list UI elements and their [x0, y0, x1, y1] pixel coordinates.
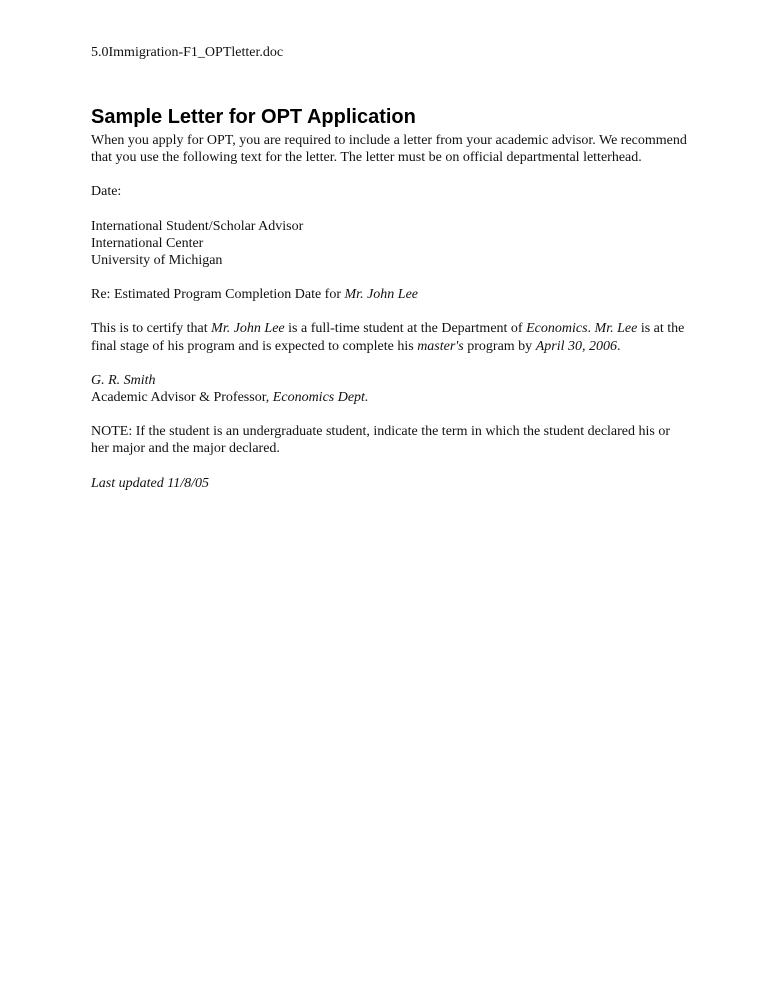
certification-paragraph	[91, 320, 691, 354]
date-label: Date:	[91, 184, 122, 200]
body-degree: master's	[417, 338, 464, 354]
body-part-1: This is to certify that	[91, 321, 212, 337]
recipient-line-2: International Center	[91, 235, 204, 251]
intro-paragraph: When you apply for OPT, you are required to include a letter from your academic advisor. We recommend that you use the following text for the letter. The letter must be on official departmental letterhead.	[91, 133, 687, 166]
body-department: Economics	[526, 321, 588, 337]
last-updated-text: Last updated 11/8/05	[91, 475, 209, 491]
recipient-block	[91, 218, 691, 270]
re-name: Mr. John Lee	[344, 287, 419, 303]
body-part-4: is at the final stage of his program and is expected to complete his	[91, 321, 685, 354]
document-filename: 5.0Immigration-F1_OPTletter.doc	[91, 45, 284, 60]
body-part-2: is a full-time student at the Department of	[284, 321, 527, 337]
signature-name: G. R. Smith	[91, 372, 156, 388]
body-part-5: program by	[463, 338, 536, 354]
note-paragraph: NOTE: If the student is an undergraduate student, indicate the term in which the student declared his or her major and the major declared.	[91, 424, 671, 457]
re-prefix: Re: Estimated Program Completion Date for	[91, 287, 345, 303]
signature-block	[91, 372, 691, 406]
signature-dept: Economics Dept.	[272, 390, 369, 406]
recipient-line-1: International Student/Scholar Advisor	[91, 218, 304, 234]
document-content	[91, 44, 691, 509]
body-completion-date: April 30, 2006	[535, 338, 617, 354]
recipient-line-3: University of Michigan	[91, 253, 223, 269]
last-updated	[91, 475, 691, 492]
body-student-name: Mr. John Lee	[211, 321, 285, 337]
body-part-6: .	[616, 338, 621, 354]
body-student-name-short: Mr. Lee	[594, 321, 638, 337]
re-line	[91, 286, 691, 303]
body-part-3: .	[587, 321, 595, 337]
signature-title-line	[91, 389, 691, 406]
signature-title: Academic Advisor & Professor,	[91, 390, 273, 406]
document-title: Sample Letter for OPT Application	[91, 106, 416, 128]
